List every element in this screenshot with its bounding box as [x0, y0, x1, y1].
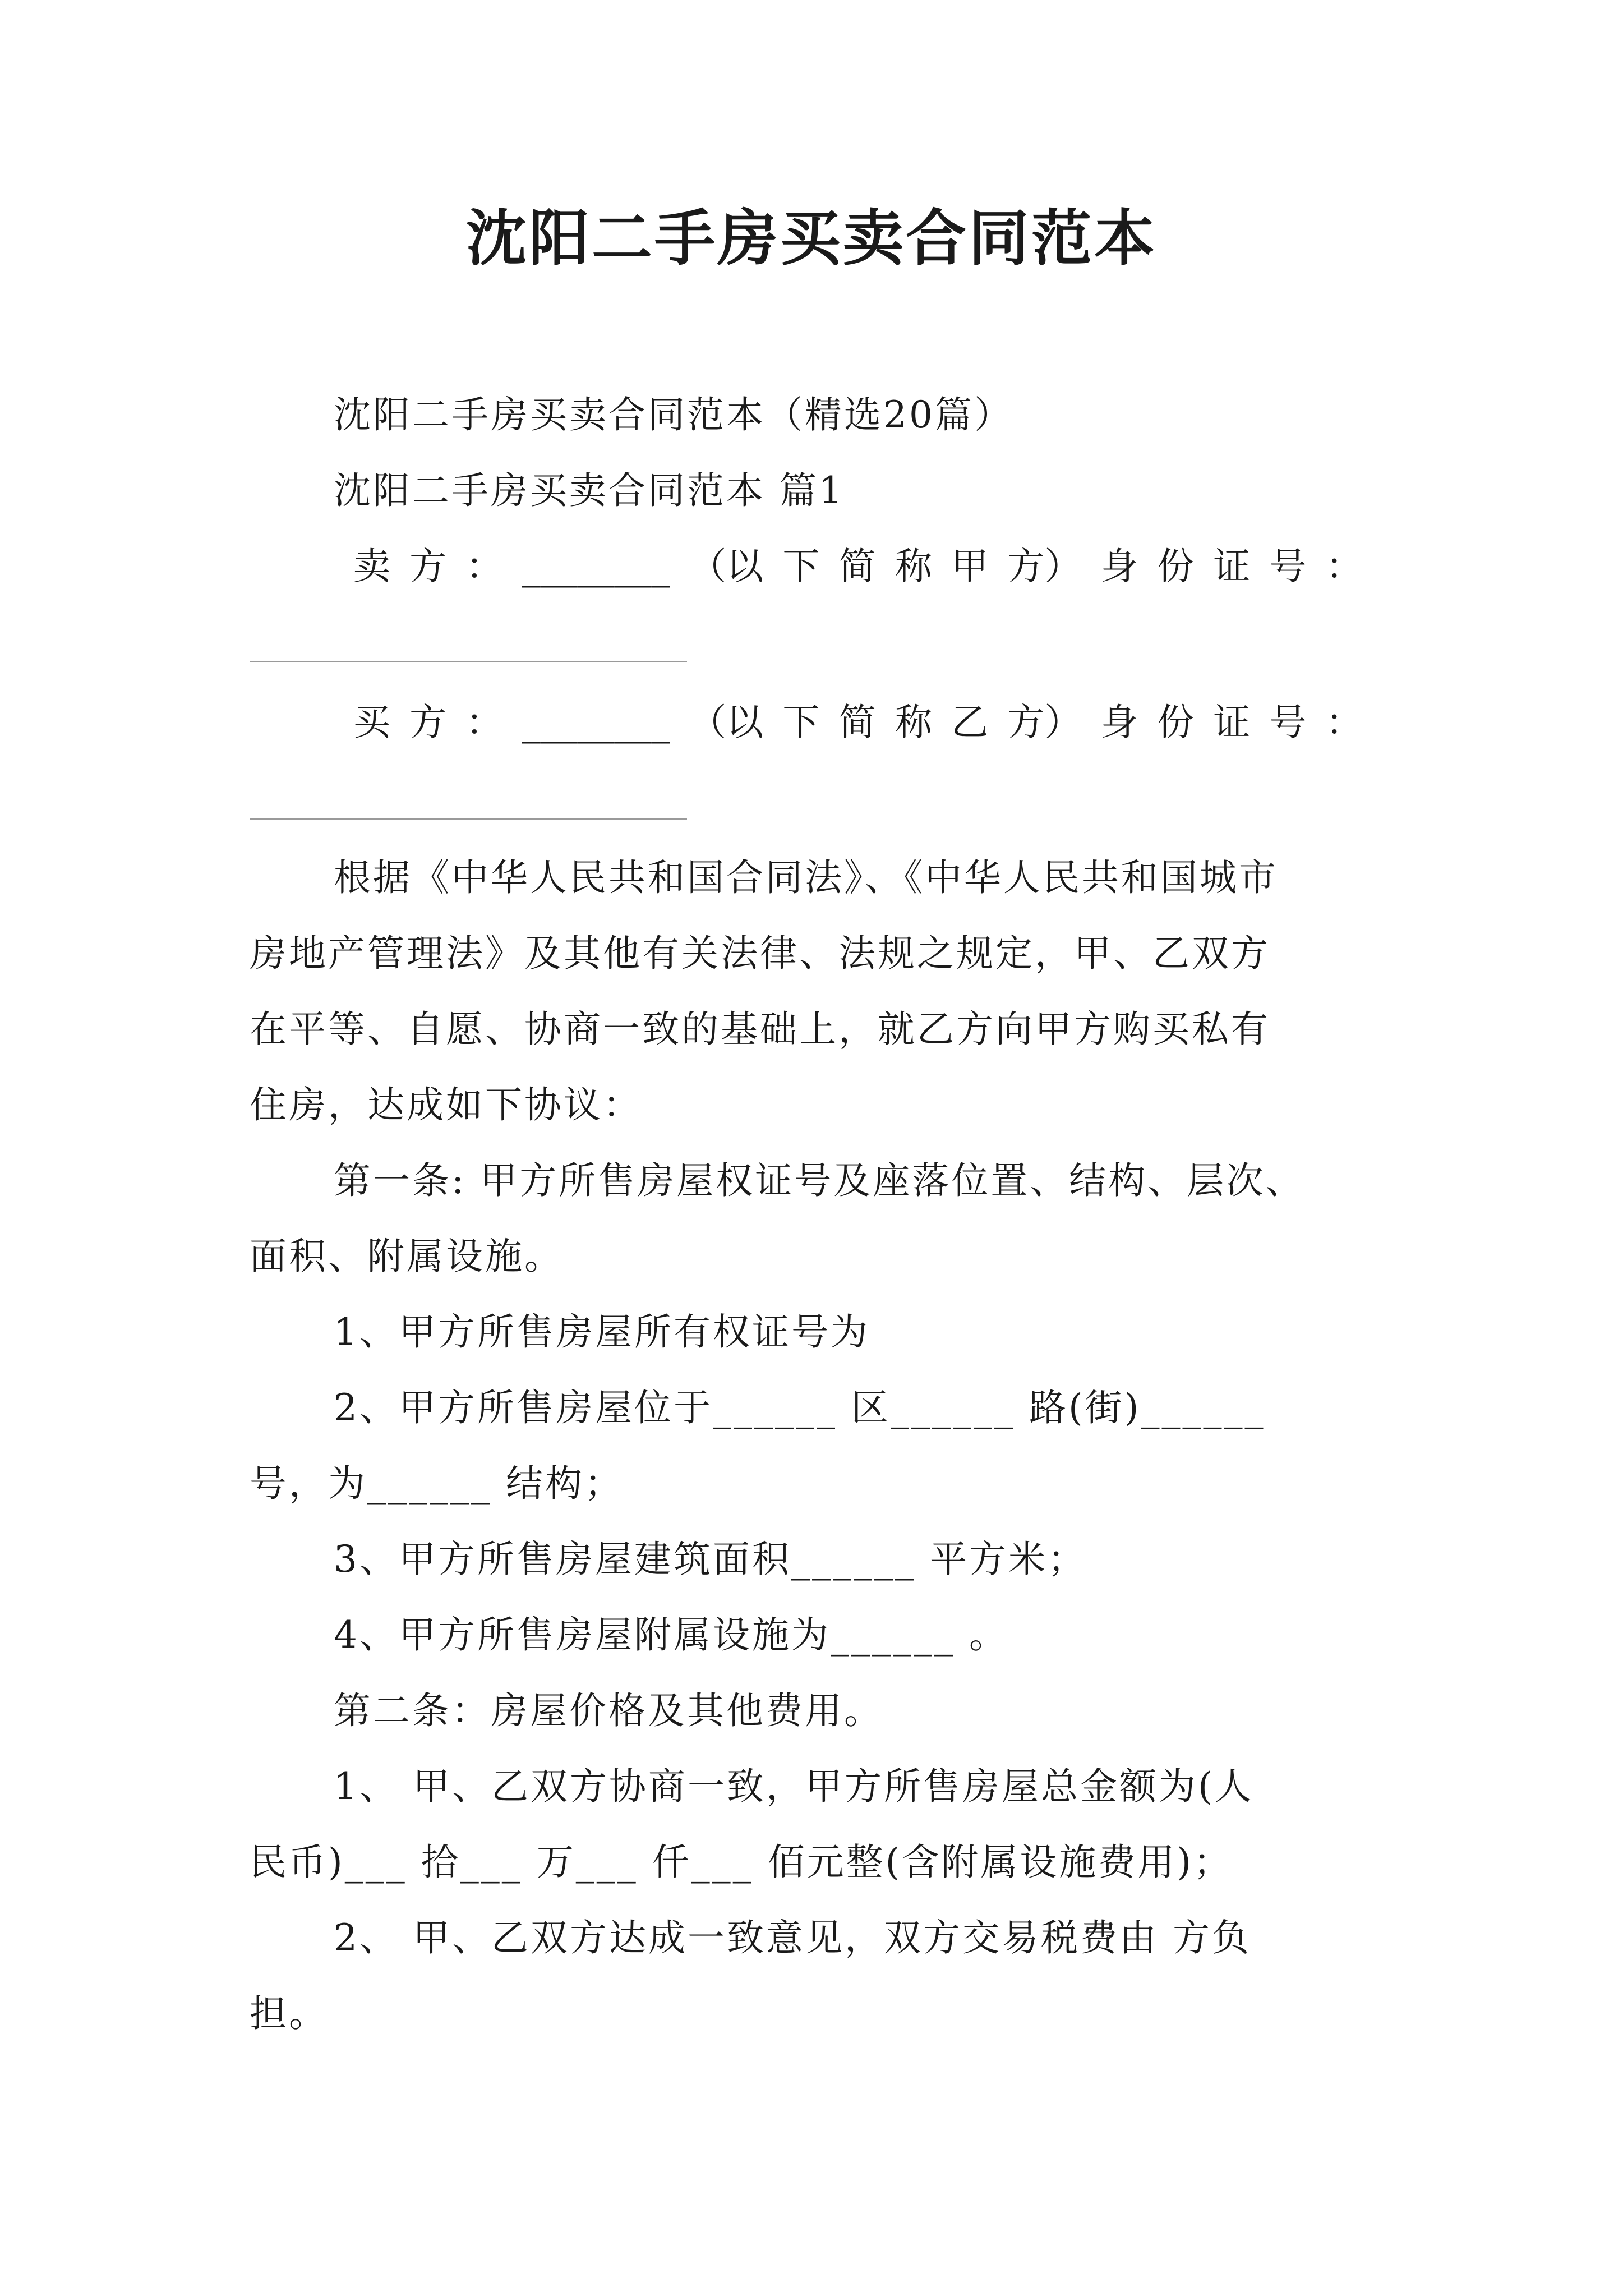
- seller-char: 方）: [1007, 545, 1082, 588]
- seller-char: 甲: [951, 545, 989, 588]
- article-1-item-1: 1、甲方所售房屋所有权证号为: [334, 1310, 870, 1354]
- seller-line: [353, 539, 1363, 595]
- article-2-item-1: 1、 甲、乙双方协商一致，甲方所售房屋总金额为(人: [334, 1765, 1254, 1808]
- seller-char: ：: [465, 545, 503, 588]
- buyer-line: [353, 694, 1363, 751]
- article-1-item-3: 3、甲方所售房屋建筑面积______ 平方米；: [334, 1538, 1087, 1581]
- buyer-char: 身: [1100, 701, 1138, 744]
- document-title: 沈阳二手房买卖合同范本: [465, 203, 1157, 274]
- buyer-char: 买: [353, 701, 390, 744]
- seller-char: （以: [689, 545, 764, 588]
- seller-char: 简: [838, 545, 876, 588]
- preamble-line: 在平等、自愿、协商一致的基础上，就乙方向甲方购买私有: [250, 1007, 1270, 1051]
- buyer-char: ：: [1325, 701, 1363, 744]
- buyer-char: 方: [409, 701, 447, 744]
- preamble-line: 根据《中华人民共和国合同法》、《中华人民共和国城市: [334, 856, 1278, 899]
- buyer-char: 方）: [1007, 701, 1082, 744]
- buyer-char: 证: [1213, 701, 1251, 744]
- article-2-item-2-cont: 担。: [250, 1992, 328, 2035]
- article-2-heading: 第二条：房屋价格及其他费用。: [334, 1689, 883, 1732]
- buyer-char: 号: [1269, 701, 1307, 744]
- buyer-char: 下: [782, 701, 820, 744]
- buyer-char: （以: [689, 701, 764, 744]
- buyer-id-blank-line: [250, 818, 687, 820]
- seller-char: 卖: [353, 545, 390, 588]
- buyer-char: ：: [465, 701, 503, 744]
- article-1-heading-cont: 面积、附属设施。: [250, 1235, 564, 1278]
- document-subtitle: 沈阳二手房买卖合同范本（精选20篇）: [334, 393, 1013, 436]
- seller-char: ：: [1325, 545, 1363, 588]
- preamble-line: 房地产管理法》及其他有关法律、法规之规定，甲、乙双方: [250, 932, 1270, 975]
- article-1-item-4: 4、甲方所售房屋附属设施为______ 。: [334, 1613, 1008, 1657]
- article-1-heading: 第一条: 甲方所售房屋权证号及座落位置、结构、层次、: [334, 1159, 1305, 1202]
- seller-char: 下: [782, 545, 820, 588]
- article-2-item-1-cont: 民币)___ 拾___ 万___ 仟___ 佰元整(含附属设施费用)；: [250, 1841, 1233, 1884]
- buyer-char: 乙: [951, 701, 989, 744]
- article-1-item-2: 2、甲方所售房屋位于______ 区______ 路(街)______: [334, 1386, 1266, 1429]
- preamble-line: 住房，达成如下协议：: [250, 1083, 642, 1126]
- article-1-item-2-cont: 号，为______ 结构；: [250, 1462, 624, 1505]
- buyer-char: 份: [1157, 701, 1195, 744]
- seller-char: 份: [1157, 545, 1195, 588]
- seller-char: 号: [1269, 545, 1307, 588]
- seller-char: 证: [1213, 545, 1251, 588]
- seller-char: 身: [1100, 545, 1138, 588]
- seller-id-blank-line: [250, 661, 687, 662]
- buyer-name-blank: ________: [522, 701, 670, 744]
- seller-char: 称: [895, 545, 932, 588]
- section-heading: 沈阳二手房买卖合同范本 篇1: [334, 469, 845, 512]
- seller-name-blank: ________: [522, 545, 670, 588]
- buyer-char: 简: [838, 701, 876, 744]
- buyer-char: 称: [895, 701, 932, 744]
- article-2-item-2: 2、 甲、乙双方达成一致意见，双方交易税费由 方负: [334, 1916, 1251, 1959]
- seller-char: 方: [409, 545, 447, 588]
